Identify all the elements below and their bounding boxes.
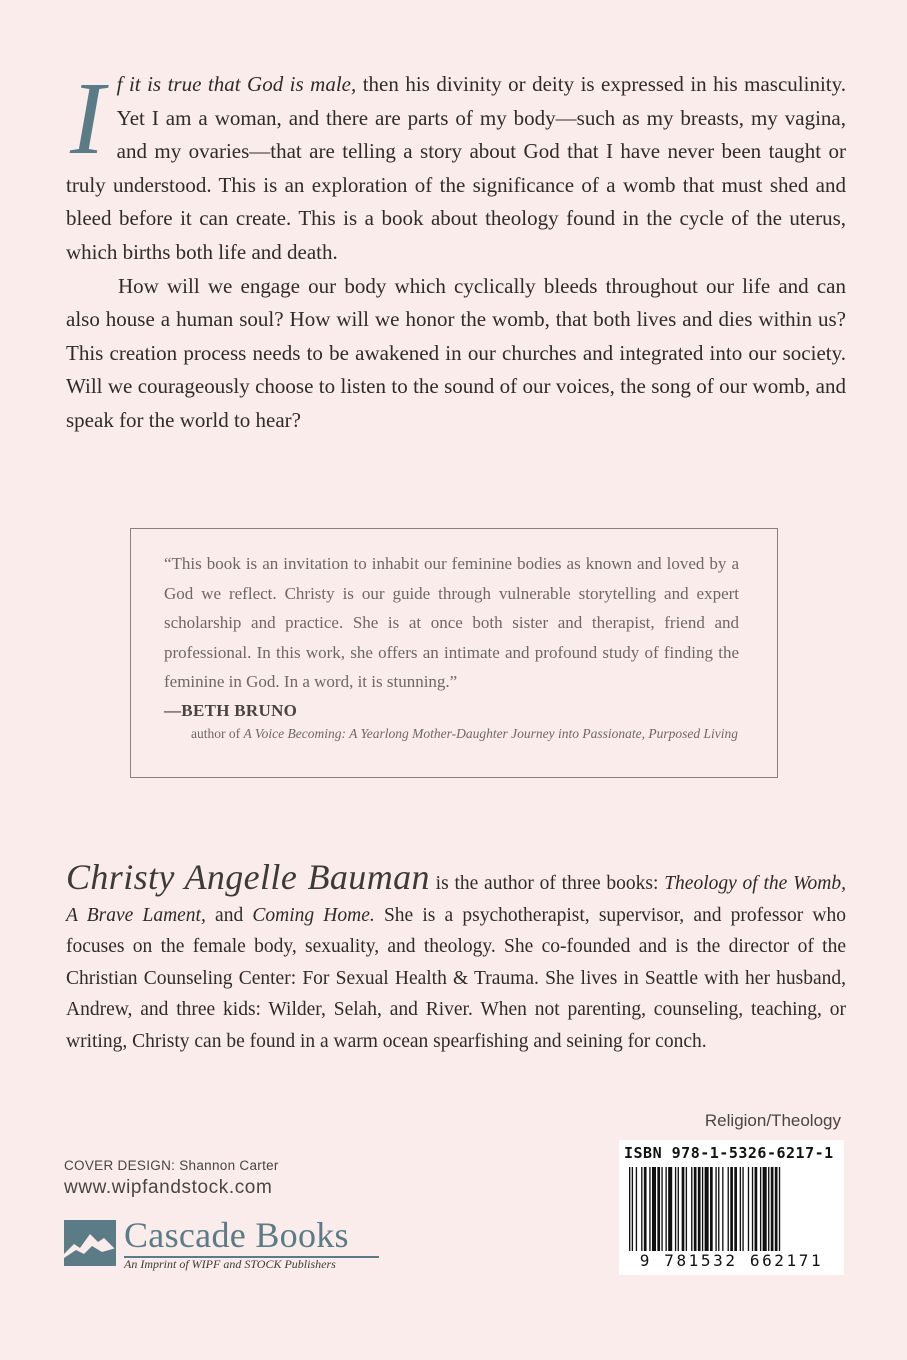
endorser-name: —BETH BRUNO: [164, 701, 298, 720]
author-name: Christy Angelle Bauman: [66, 857, 430, 897]
barcode-bar: [649, 1167, 650, 1251]
back-cover-blurb: [66, 61, 846, 438]
barcode-bars: [627, 1167, 837, 1251]
barcode-bar: [718, 1167, 719, 1251]
barcode-bar: [636, 1167, 637, 1251]
barcode-bar: [779, 1167, 780, 1251]
barcode-bar: [668, 1167, 672, 1251]
blurb-paragraph-1-text: then his divinity or deity is expressed in his masculinity. Yet I am a woman, and there are parts of my body—such as my breasts, my vagina, and my ovaries—that are telling a story about God that I have never been taught or truly understood. This is an exploration of the significance of a womb that must shed and bleed before it can create. This is a book about theology found in the cycle of the uterus, which births both life and death.: [66, 72, 846, 264]
barcode-bar: [715, 1167, 716, 1251]
cover-design-credit: COVER DESIGN: Shannon Carter: [64, 1158, 279, 1173]
category-label: Religion/Theology: [704, 1111, 841, 1130]
barcode-bar: [678, 1167, 679, 1251]
bio-text: She is a psychotherapist, supervisor, and professor who focuses on the female body, sexuality, and theology. She co-founded and is the director of the Christian Counseling Center: For Sexual Health & Trauma. She lives in Seattle with her husband, Andrew, and three kids: Wilder, Selah, and River. When not parenting, counseling, teaching, or writing, Christy can be found in a warm ocean spearfishing and seining for conch.: [66, 904, 847, 1052]
barcode-bar: [694, 1167, 697, 1251]
endorser-credit: [191, 726, 751, 742]
barcode-bar: [752, 1167, 753, 1251]
barcode-bar: [629, 1167, 630, 1251]
endorser-credit-prefix: author of: [191, 726, 244, 741]
barcode-bar: [644, 1167, 647, 1251]
barcode-bar: [755, 1167, 758, 1251]
endorsement-box: [130, 528, 778, 778]
bio-book-1: Theology of the Womb,: [664, 873, 846, 894]
barcode-bar: [734, 1167, 737, 1251]
barcode-bar: [661, 1167, 662, 1251]
bio-book-2: A Brave Lament,: [66, 904, 206, 926]
publisher-tagline: An Imprint of WIPF and STOCK Publishers: [124, 1257, 336, 1271]
barcode-bar: [641, 1167, 642, 1251]
barcode-bar: [771, 1167, 774, 1251]
barcode-digits: 9 781532 662171: [639, 1251, 824, 1270]
drop-cap: I: [70, 61, 105, 176]
barcode-bar: [657, 1167, 660, 1251]
barcode-bar: [760, 1167, 761, 1251]
barcode-bar: [632, 1167, 633, 1251]
publisher-logo: [64, 1215, 384, 1273]
isbn-label: ISBN 978-1-5326-6217-1: [624, 1144, 834, 1162]
endorser-book-title: A Voice Becoming: A Yearlong Mother-Daughter Journey into Passionate, Purposed Living: [243, 726, 739, 741]
author-bio: [66, 857, 847, 1058]
publisher-website: www.wipfandstock.com: [64, 1177, 273, 1198]
barcode-bar: [740, 1167, 741, 1251]
barcode-bar: [665, 1167, 666, 1251]
barcode-bar: [705, 1167, 709, 1251]
barcode-bar: [710, 1167, 713, 1251]
barcode-bar: [768, 1167, 769, 1251]
barcode-bar: [686, 1167, 687, 1251]
barcode-bar: [652, 1167, 656, 1251]
barcode-bar: [698, 1167, 701, 1251]
barcode-bar: [763, 1167, 767, 1251]
barcode-bar: [742, 1167, 743, 1251]
barcode-bar: [675, 1167, 676, 1251]
barcode-bar: [728, 1167, 729, 1251]
barcode-bar: [682, 1167, 685, 1251]
barcode-bar: [775, 1167, 778, 1251]
barcode-bar: [702, 1167, 703, 1251]
isbn-barcode: [619, 1140, 844, 1275]
blurb-paragraph-1: [66, 61, 846, 270]
blurb-lead-italic: f it is true that God is male,: [116, 72, 357, 96]
barcode-bar: [691, 1167, 692, 1251]
bio-intro: is the author of three books:: [429, 873, 665, 894]
mountain-logo-icon: [64, 1220, 116, 1266]
barcode-bar: [722, 1167, 723, 1251]
blurb-paragraph-2: How will we engage our body which cyclically bleeds throughout our life and can also house a human soul? How will we honor the womb, that both lives and dies within us? This creation process needs to be awakened in our churches and integrated into our society. Will we courageously choose to listen to the sound of our voices, the song of our womb, and speak for the world to hear?: [66, 273, 846, 432]
barcode-bar: [730, 1167, 733, 1251]
bio-separator-2: and: [205, 904, 253, 926]
endorsement-quote: “This book is an invitation to inhabit our feminine bodies as known and loved by a God we reflect. Christy is our guide through vulnerable storytelling and expert scholarship and practice. She is at once both sister and therapist, friend and professional. In this work, she offers an intimate and profound study of finding the feminine in God. In a word, it is stunning.”: [164, 554, 739, 691]
publisher-name: Cascade Books: [124, 1215, 349, 1255]
bio-book-3: Coming Home.: [252, 904, 375, 926]
barcode-bar: [748, 1167, 749, 1251]
